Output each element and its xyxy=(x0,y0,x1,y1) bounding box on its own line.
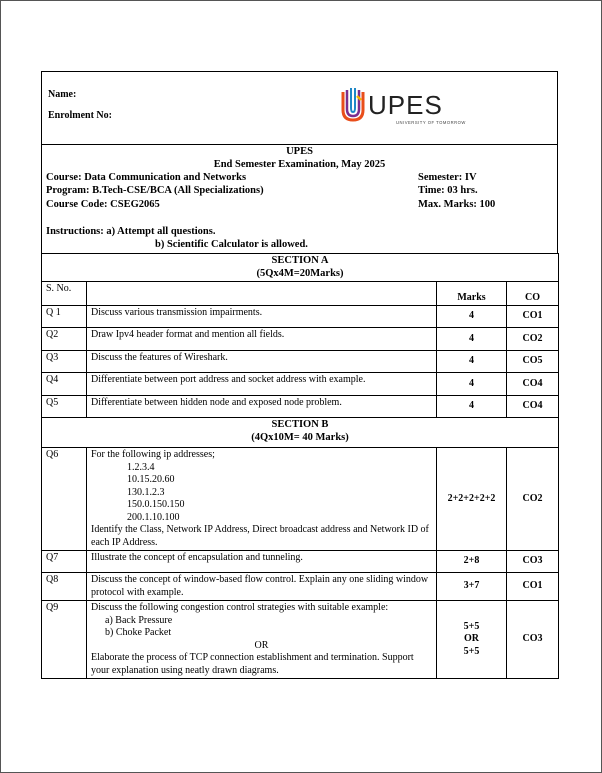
question-marks: 4 xyxy=(437,373,507,396)
question-co: CO1 xyxy=(507,306,559,328)
ip-address: 1.2.3.4 xyxy=(127,461,155,473)
section-a-subtitle: (5Qx4M=20Marks) xyxy=(256,267,344,279)
col-marks: Marks xyxy=(437,282,507,306)
question-text xyxy=(87,601,437,679)
question-co: CO3 xyxy=(507,601,559,679)
q9-option-b: b) Choke Packet xyxy=(105,627,172,638)
question-marks: 4 xyxy=(437,306,507,328)
question-number: Q8 xyxy=(42,573,87,601)
question-text: Draw Ipv4 header format and mention all fields. xyxy=(87,328,437,351)
upes-logo-icon xyxy=(340,84,468,128)
q9-or: OR xyxy=(254,639,269,651)
col-sno: S. No. xyxy=(42,282,87,306)
column-header-row xyxy=(42,282,559,306)
question-marks xyxy=(437,601,507,679)
q9-marks-or: OR xyxy=(464,633,479,645)
question-co: CO1 xyxy=(507,573,559,601)
question-number: Q 1 xyxy=(42,306,87,328)
course-name: Course: Data Communication and Networks xyxy=(46,172,247,183)
table-row xyxy=(42,448,559,551)
instruction-b: b) Scientific Calculator is allowed. xyxy=(155,239,308,250)
col-question xyxy=(87,282,437,306)
question-co: CO3 xyxy=(507,551,559,573)
question-text xyxy=(87,448,437,551)
question-text: Discuss the features of Wireshark. xyxy=(87,351,437,373)
q9-marks-1: 5+5 xyxy=(463,620,480,632)
question-number: Q3 xyxy=(42,351,87,373)
student-header-box xyxy=(41,71,558,145)
question-co: CO2 xyxy=(507,448,559,551)
exam-time: Time: 03 hrs. xyxy=(418,185,478,196)
enrolment-label: Enrolment No: xyxy=(48,110,112,121)
exam-title: End Semester Examination, May 2025 xyxy=(213,159,386,170)
question-table xyxy=(41,253,559,679)
section-b-subtitle: (4Qx10M= 40 Marks) xyxy=(251,431,349,443)
question-number: Q6 xyxy=(42,448,87,551)
question-number: Q5 xyxy=(42,396,87,418)
table-row xyxy=(42,573,559,601)
instruction-a: Instructions: a) Attempt all questions. xyxy=(46,226,216,237)
question-marks: 4 xyxy=(437,351,507,373)
question-marks: 4 xyxy=(437,396,507,418)
ip-address: 10.15.20.60 xyxy=(127,474,175,485)
semester: Semester: IV xyxy=(418,172,477,183)
q6-task: Identify the Class, Network IP Address, Direct broadcast address and Network ID of each IP Address. xyxy=(91,524,429,548)
q9-intro: Discuss the following congestion control strategies with suitable example: xyxy=(91,602,389,613)
table-row xyxy=(42,396,559,418)
logo-text: UPES xyxy=(368,90,443,120)
program: Program: B.Tech-CSE/BCA (All Specializations) xyxy=(46,185,264,196)
max-marks: Max. Marks: 100 xyxy=(418,199,496,210)
question-number: Q7 xyxy=(42,551,87,573)
section-a-title: SECTION A xyxy=(271,255,329,266)
question-text: Discuss various transmission impairments. xyxy=(87,306,437,328)
q9-marks-2: 5+5 xyxy=(463,645,480,657)
section-b-title: SECTION B xyxy=(271,419,329,430)
question-text: Differentiate between port address and socket address with example. xyxy=(87,373,437,396)
q9-alternative: Elaborate the process of TCP connection establishment and termination. Support your explanation using neatly drawn diagrams. xyxy=(91,652,414,676)
name-label: Name: xyxy=(48,89,77,100)
section-a-header xyxy=(42,254,559,282)
question-co: CO5 xyxy=(507,351,559,373)
col-co: CO xyxy=(507,282,559,306)
question-co: CO2 xyxy=(507,328,559,351)
question-marks: 3+7 xyxy=(437,573,507,601)
question-marks: 4 xyxy=(437,328,507,351)
question-marks: 2+8 xyxy=(437,551,507,573)
section-b-header xyxy=(42,418,559,448)
question-marks: 2+2+2+2+2 xyxy=(437,448,507,551)
ip-address: 130.1.2.3 xyxy=(127,486,165,498)
question-text: Illustrate the concept of encapsulation and tunneling. xyxy=(87,551,437,573)
table-row xyxy=(42,328,559,351)
university-name: UPES xyxy=(286,146,313,157)
question-text: Differentiate between hidden node and exposed node problem. xyxy=(87,396,437,418)
ip-address: 150.0.150.150 xyxy=(127,499,185,510)
table-row xyxy=(42,601,559,679)
q6-intro: For the following ip addresses; xyxy=(91,449,215,460)
course-code: Course Code: CSEG2065 xyxy=(46,199,160,210)
table-row xyxy=(42,373,559,396)
upes-logo xyxy=(340,84,468,128)
q9-option-a: a) Back Pressure xyxy=(105,614,173,626)
ip-address: 200.1.10.100 xyxy=(127,511,180,523)
exam-info-box xyxy=(41,144,558,254)
question-text: Discuss the concept of window-based flow control. Explain any one sliding window protocol with example. xyxy=(87,573,437,601)
question-number: Q4 xyxy=(42,373,87,396)
table-row xyxy=(42,351,559,373)
table-row xyxy=(42,551,559,573)
logo-tagline: UNIVERSITY OF TOMORROW xyxy=(396,120,466,125)
question-number: Q2 xyxy=(42,328,87,351)
table-row xyxy=(42,306,559,328)
question-co: CO4 xyxy=(507,396,559,418)
question-co: CO4 xyxy=(507,373,559,396)
question-number: Q9 xyxy=(42,601,87,679)
